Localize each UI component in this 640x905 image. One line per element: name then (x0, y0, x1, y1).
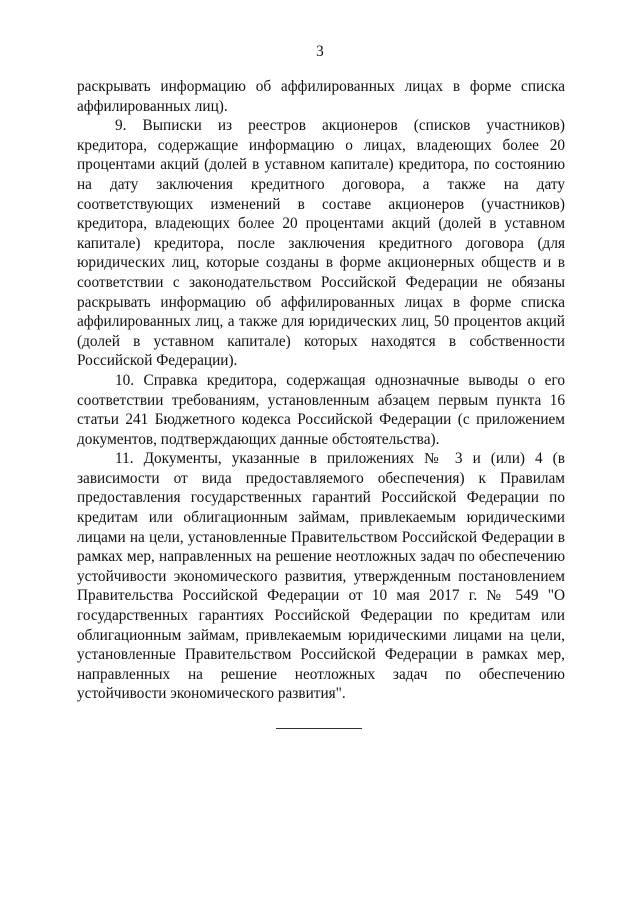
document-body (77, 77, 565, 704)
page-number: 3 (316, 43, 324, 60)
paragraph-item-11: 11. Документы, указанные в приложениях № 3 и (или) 4 (в зависимости от вида предоставляемого обеспечения) к Правилам предоставления государственных гарантий Российской Федерации по кредитам или облигационным займам, привлекаемым юридическими лицами на цели, установленные Правительством Российской Федерации в рамках мер, направленных на решение неотложных задач по обеспечению устойчивости экономического развития, утвержденным постановлением Правительства Российской Федерации от 10 мая 2017 г. № 549 "О государственных гарантиях Российской Федерации по кредитам или облигационным займам, привлекаемым юридическими лицами на цели, установленные Правительством Российской Федерации в рамках мер, направленных на решение неотложных задач по обеспечению устойчивости экономического развития". (77, 450, 565, 703)
paragraph-item-10: 10. Справка кредитора, содержащая однозначные выводы о его соответствии требованиям, установленным абзацем первым пункта 16 статьи 241 Бюджетного кодекса Российской Федерации (с приложением документов, подтверждающих данные обстоятельства). (77, 371, 565, 448)
paragraph-continuation: раскрывать информацию об аффилированных лицах в форме списка аффилированных лиц). (77, 78, 565, 115)
paragraph-item-9: 9. Выписки из реестров акционеров (списков участников) кредитора, содержащие информацию о лицах, владеющих более 20 процентами акций (долей в уставном капитале) кредитора, по состоянию на дату заключения кредитного договора, а также на дату соответствующих изменений в составе акционеров (участников) кредитора, владеющих более 20 процентами акций (долей в уставном капитале) кредитора, после заключения кредитного договора (для юридических лиц, которые созданы в форме акционерных обществ и в соответствии с законодательством Российской Федерации не обязаны раскрывать информацию об аффилированных лицах в форме списка аффилированных лиц, а также для юридических лиц, 50 процентов акций (долей в уставном капитале) которых находятся в собственности Российской Федерации). (77, 117, 565, 370)
end-of-document-rule (276, 728, 362, 729)
